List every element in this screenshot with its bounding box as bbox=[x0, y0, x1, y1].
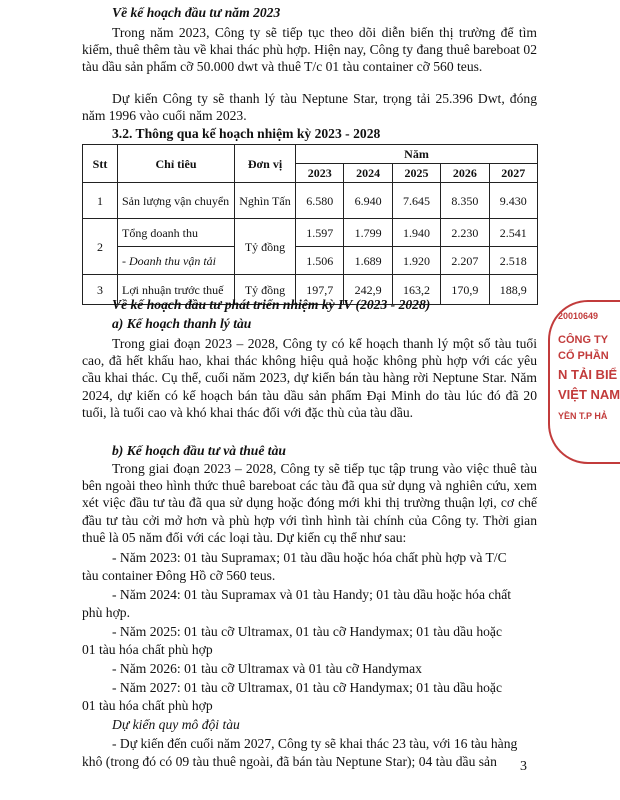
cell-value: 163,2 bbox=[392, 275, 440, 305]
cell-value: 1.799 bbox=[344, 219, 392, 247]
cell-value: 2.518 bbox=[489, 247, 537, 275]
list-item-continued: tàu container Đông Hồ cỡ 560 teus. bbox=[82, 568, 276, 583]
list-item: - Năm 2027: 01 tàu cỡ Ultramax, 01 tàu cỡ Handymax; 01 tàu dầu hoặc bbox=[112, 680, 502, 695]
cell-value: 188,9 bbox=[489, 275, 537, 305]
stamp-line: 20010649 bbox=[558, 311, 599, 321]
header-donvi: Đơn vị bbox=[235, 145, 296, 183]
header-year: 2023 bbox=[296, 164, 344, 183]
table-row bbox=[83, 247, 538, 275]
heading-a: a) Kế hoạch thanh lý tàu bbox=[112, 316, 252, 331]
heading-term-plan: Về kế hoạch đầu tư phát triển nhiệm kỳ IV (2023 - 2028) bbox=[112, 297, 431, 312]
paragraph-fleet-continued: khô (trong đó có 09 tàu thuê ngoài, đã bán tàu Neptune Star); 04 tàu dầu sản bbox=[82, 754, 497, 769]
list-item: - Năm 2023: 01 tàu Supramax; 01 tàu dầu hoặc hóa chất phù hợp và T/C bbox=[112, 550, 507, 565]
cell-value: 6.940 bbox=[344, 183, 392, 219]
table-header-row bbox=[83, 145, 538, 164]
paragraph-2023-plan: Trong năm 2023, Công ty sẽ tiếp tục theo dõi diễn biến thị trường để tìm kiếm, thuê thêm tàu về khai thác phù hợp. Hiện nay, Công ty đang thuê bareboat 02 tàu dầu sản phẩm cỡ 50.000 dwt và thuê T/c 01 tàu container cỡ 560 teus. bbox=[82, 25, 537, 75]
list-item-continued: 01 tàu hóa chất phù hợp bbox=[82, 698, 213, 713]
cell-value: 242,9 bbox=[344, 275, 392, 305]
list-item: - Năm 2024: 01 tàu Supramax và 01 tàu Handy; 01 tàu dầu hoặc hóa chất bbox=[112, 587, 512, 602]
cell-value: 7.645 bbox=[392, 183, 440, 219]
paragraph-fleet: - Dự kiến đến cuối năm 2027, Công ty sẽ khai thác 23 tàu, với 16 tàu hàng bbox=[112, 736, 518, 751]
cell-value: 1.940 bbox=[392, 219, 440, 247]
cell-value: 9.430 bbox=[489, 183, 537, 219]
list-item-continued: phù hợp. bbox=[82, 605, 130, 620]
header-year: 2024 bbox=[344, 164, 392, 183]
list-item-continued: 01 tàu hóa chất phù hợp bbox=[82, 642, 213, 657]
cell-chitieu: - Doanh thu vận tải bbox=[118, 247, 235, 275]
company-stamp bbox=[548, 300, 620, 464]
cell-donvi: Tỷ đồng bbox=[235, 219, 296, 275]
cell-value: 2.230 bbox=[441, 219, 489, 247]
section-heading-3-2: 3.2. Thông qua kế hoạch nhiệm kỳ 2023 - 2028 bbox=[112, 126, 381, 141]
header-nam: Năm bbox=[296, 145, 538, 164]
cell-value: 1.597 bbox=[296, 219, 344, 247]
header-year: 2025 bbox=[392, 164, 440, 183]
cell-chitieu: Tổng doanh thu bbox=[118, 219, 235, 247]
cell-value: 170,9 bbox=[441, 275, 489, 305]
stamp-line: YỀN T.P HẢ bbox=[558, 411, 608, 421]
table-row bbox=[83, 183, 538, 219]
header-year: 2027 bbox=[489, 164, 537, 183]
cell-value: 2.541 bbox=[489, 219, 537, 247]
list-item: - Năm 2026: 01 tàu cỡ Ultramax và 01 tàu cỡ Handymax bbox=[112, 661, 422, 676]
list-item: - Năm 2025: 01 tàu cỡ Ultramax, 01 tàu cỡ Handymax; 01 tàu dầu hoặc bbox=[112, 624, 502, 639]
plan-table bbox=[82, 144, 538, 305]
stamp-line: CÔNG TY bbox=[558, 334, 609, 346]
cell-chitieu: Sản lượng vận chuyển bbox=[118, 183, 235, 219]
heading-fleet: Dự kiến quy mô đội tàu bbox=[112, 717, 240, 732]
header-stt: Stt bbox=[83, 145, 118, 183]
cell-chitieu: Lợi nhuận trước thuế bbox=[118, 275, 235, 305]
table-row bbox=[83, 219, 538, 247]
stamp-line: N TẢI BIỂ bbox=[558, 367, 618, 382]
cell-stt: 2 bbox=[83, 219, 118, 275]
cell-value: 1.506 bbox=[296, 247, 344, 275]
cell-value: 6.580 bbox=[296, 183, 344, 219]
cell-value: 197,7 bbox=[296, 275, 344, 305]
heading-invest-2023: Về kế hoạch đầu tư năm 2023 bbox=[112, 5, 281, 20]
page-number: 3 bbox=[520, 759, 527, 774]
paragraph-neptune-star: Dự kiến Công ty sẽ thanh lý tàu Neptune Star, trọng tải 25.396 Dwt, đóng năm 1996 vào cuối năm 2023. bbox=[82, 91, 537, 124]
cell-donvi: Nghìn Tấn bbox=[235, 183, 296, 219]
stamp-line: CỔ PHẦN bbox=[558, 350, 609, 362]
cell-value: 1.920 bbox=[392, 247, 440, 275]
cell-value: 8.350 bbox=[441, 183, 489, 219]
paragraph-liquidation: Trong giai đoạn 2023 – 2028, Công ty có kế hoạch thanh lý một số tàu tuổi cao, đã hết khấu hao, khai thác không hiệu quả hoặc không phù hợp với các yêu cầu khai thác. Cụ thể, cuối năm 2023, dự kiến bán tàu hàng rời Neptune Star. Năm 2024, dự kiến có kế hoạch bán tàu dầu sản phẩm Đại Minh do tàu lúc đó đã 20 tuổi, là tuổi cao và khó khai thác đối với đặc thù của tàu dầu. bbox=[82, 336, 537, 420]
header-chitieu: Chỉ tiêu bbox=[118, 145, 235, 183]
cell-stt: 3 bbox=[83, 275, 118, 305]
cell-value: 1.689 bbox=[344, 247, 392, 275]
header-year: 2026 bbox=[441, 164, 489, 183]
paragraph-investment: Trong giai đoạn 2023 – 2028, Công ty sẽ tiếp tục tập trung vào việc thuê tàu bên ngoài theo hình thức thuê bareboat các tàu đã qua sử dụng và nghiên cứu, xem xét việc đầu tư tàu đã qua sử dụng hoặc đóng mới khi thị trường thuận lợi, cơ chế đầu tư tàu cởi mở hơn và phù hợp với tình hình tài chính của Công ty. Thời gian thuê là 05 năm đối với các loại tàu. Dự kiến cụ thể như sau: bbox=[82, 461, 537, 545]
cell-value: 2.207 bbox=[441, 247, 489, 275]
cell-donvi: Tỷ đồng bbox=[235, 275, 296, 305]
heading-b: b) Kế hoạch đầu tư và thuê tàu bbox=[112, 443, 286, 458]
stamp-line: VIỆT NAM bbox=[558, 387, 620, 402]
cell-stt: 1 bbox=[83, 183, 118, 219]
